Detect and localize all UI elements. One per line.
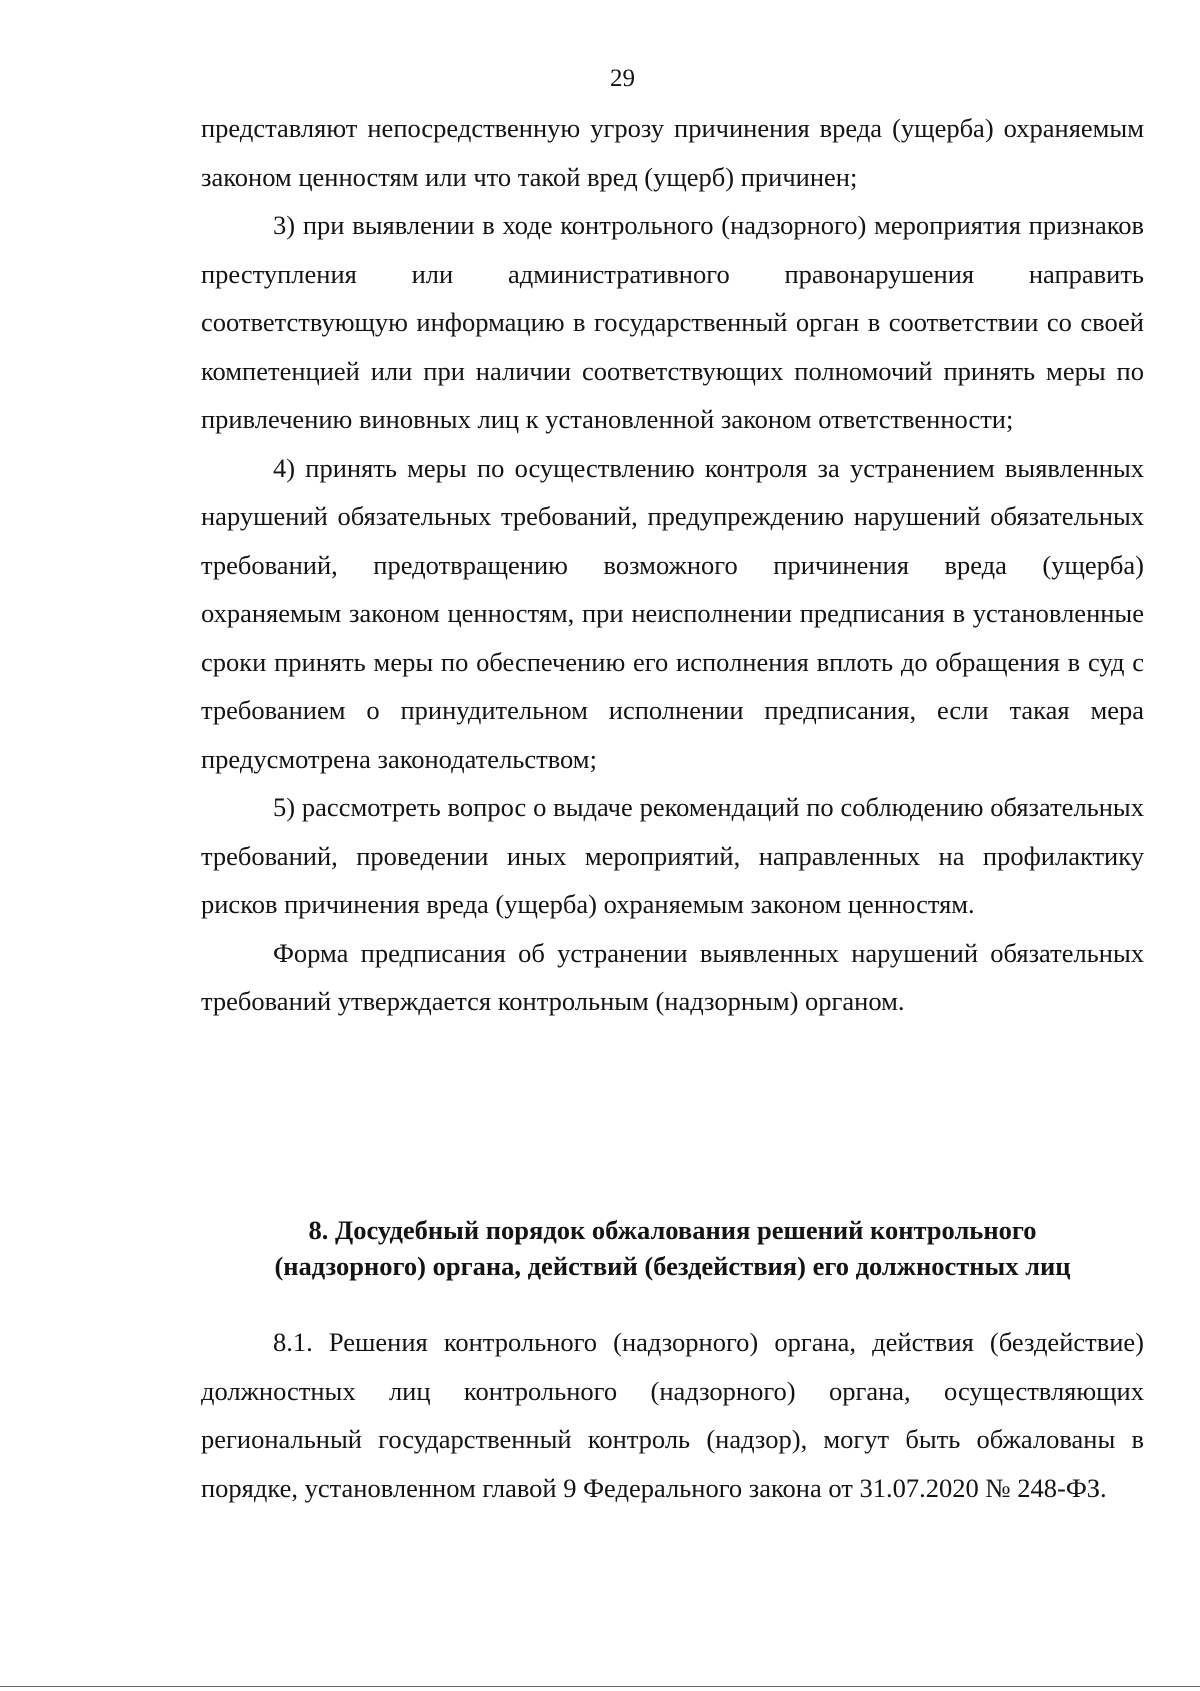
paragraph-8-1: 8.1. Решения контрольного (надзорного) органа, действия (бездействие) должностных лиц контрольного (надзорного) органа, осуществляющих региональный государственный контроль (надзор), могут быть обжалованы в порядке, установленном главой 9 Федерального закона от 31.07.2020 № 248-ФЗ. — [201, 1327, 1144, 1503]
paragraph-item-3: 3) при выявлении в ходе контрольного (надзорного) мероприятия признаков преступления или административного правонарушения направить соответствующую информацию в государственный орган в соответствии со своей компетенцией или при наличии соответствующих полномочий принять меры по привлечению виновных лиц к установленной законом ответственности; — [201, 210, 1144, 434]
page-number: 29 — [610, 65, 635, 92]
paragraph-item-5: 5) рассмотреть вопрос о выдаче рекомендаций по соблюдению обязательных требований, проведении иных мероприятий, направленных на профилактику рисков причинения вреда (ущерба) охраняемым законом ценностям. — [201, 792, 1144, 919]
section-heading-line-1: 8. Досудебный порядок обжалования решений контрольного — [308, 1215, 1037, 1245]
section-body — [201, 1318, 1144, 1512]
paragraph-prescription-form: Форма предписания об устранении выявленных нарушений обязательных требований утверждается контрольным (надзорным) органом. — [201, 937, 1144, 1016]
document-body — [201, 104, 1144, 1026]
paragraph-item-4: 4) принять меры по осуществлению контроля за устранением выявленных нарушений обязательных требований, предупреждению нарушений обязательных требований, предотвращению возможного причинения вреда (ущерба) охраняемым законом ценностям, при неисполнении предписания в установленные сроки принять меры по обеспечению его исполнения вплоть до обращения в суд с требованием о принудительном исполнении предписания, если такая мера предусмотрена законодательством; — [201, 452, 1144, 774]
page-bottom-rule — [0, 1686, 1200, 1687]
section-heading-line-2: (надзорного) органа, действий (бездействия) его должностных лиц — [274, 1251, 1071, 1281]
section-heading — [201, 1212, 1144, 1284]
paragraph-continuation: представляют непосредственную угрозу причинения вреда (ущерба) охраняемым законом ценностям или что такой вред (ущерб) причинен; — [201, 113, 1144, 192]
